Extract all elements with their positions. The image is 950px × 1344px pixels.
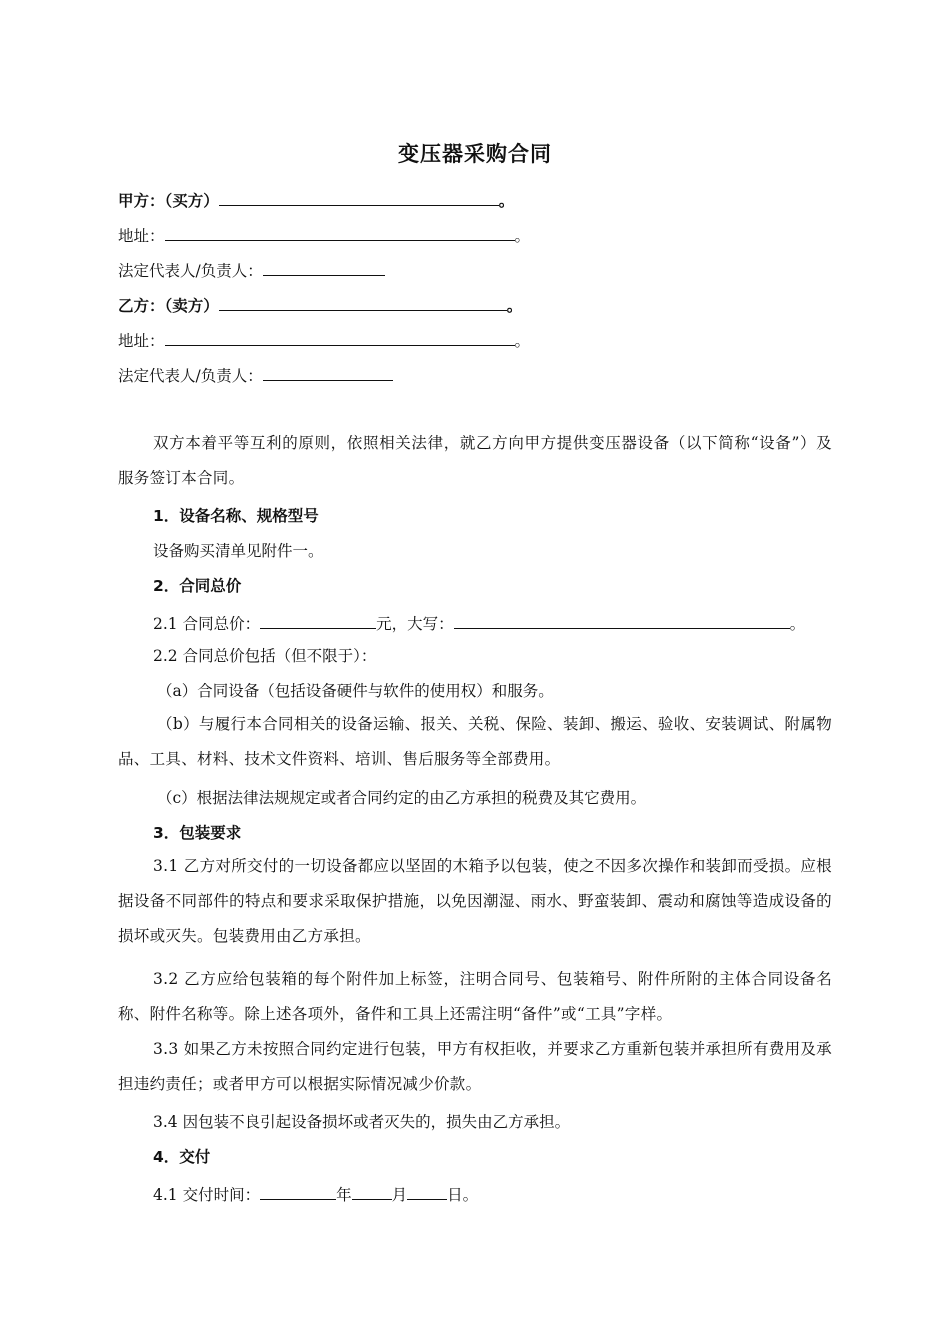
section-1-text: 设备购买清单见附件一。	[153, 542, 324, 560]
party-a-blank[interactable]	[219, 188, 499, 206]
section-3-1: 3.1 乙方对所交付的一切设备都应以坚固的木箱予以包装，使之不因多次操作和装卸而受损。应根据设备不同部件的特点和要求采取保护措施，以免因潮湿、雨水、野蛮装卸、震动和腐蚀等造成设备的损坏或灭失。包装费用由乙方承担。	[118, 857, 832, 945]
section-4-1-line	[153, 1182, 478, 1205]
address-b-blank[interactable]	[165, 328, 515, 346]
address-a-line	[118, 223, 530, 246]
section-2-2-c: （c）根据法律法规规定或者合同约定的由乙方承担的税费及其它费用。	[157, 789, 647, 807]
section-2-2: 2.2 合同总价包括（但不限于）：	[153, 647, 377, 665]
section-2-2-b: （b）与履行本合同相关的设备运输、报关、关税、保险、装卸、搬运、验收、安装调试、附属物品、工具、材料、技术文件资料、培训、售后服务等全部费用。	[118, 715, 832, 768]
address-b-line	[118, 328, 530, 351]
delivery-month-blank[interactable]	[352, 1182, 392, 1200]
party-b-label: 乙方：（卖方）	[118, 297, 219, 315]
total-price-mid: 元，大写：	[376, 615, 454, 633]
delivery-year-blank[interactable]	[260, 1182, 336, 1200]
address-b-label: 地址：	[118, 332, 165, 350]
rep-a-label: 法定代表人/负责人：	[118, 262, 263, 280]
section-2-heading: 2．合同总价	[153, 577, 242, 595]
rep-b-blank[interactable]	[263, 363, 393, 381]
section-3-3: 3.3 如果乙方未按照合同约定进行包装，甲方有权拒收，并要求乙方重新包装并承担所有费用及承担违约责任；或者甲方可以根据实际情况减少价款。	[118, 1040, 832, 1093]
party-a-line	[118, 188, 514, 211]
address-a-blank[interactable]	[165, 223, 515, 241]
party-a-end: 。	[498, 192, 515, 210]
party-b-end: 。	[506, 297, 523, 315]
total-price-blank[interactable]	[260, 611, 376, 629]
section-2-2-a: （a）合同设备（包括设备硬件与软件的使用权）和服务。	[157, 682, 554, 700]
total-price-words-blank[interactable]	[454, 611, 790, 629]
section-1-heading: 1．设备名称、规格型号	[153, 507, 319, 525]
total-price-label: 2.1 合同总价：	[153, 615, 261, 633]
month-label: 月	[391, 1186, 408, 1204]
intro-paragraph: 双方本着平等互利的原则，依照相关法律，就乙方向甲方提供变压器设备（以下简称“设备”）及服务签订本合同。	[118, 434, 832, 487]
party-b-line	[118, 293, 522, 316]
section-2-1-line	[153, 611, 805, 634]
rep-b-label: 法定代表人/负责人：	[118, 367, 263, 385]
address-a-label: 地址：	[118, 227, 165, 245]
party-b-blank[interactable]	[219, 293, 507, 311]
section-3-heading: 3．包装要求	[153, 824, 242, 842]
section-4-heading: 4．交付	[153, 1148, 211, 1166]
page-title: 变压器采购合同	[398, 142, 552, 166]
address-a-end: 。	[514, 227, 531, 245]
rep-b-line	[118, 363, 393, 386]
section-3-2: 3.2 乙方应给包装箱的每个附件加上标签，注明合同号、包装箱号、附件所附的主体合同设备名称、附件名称等。除上述各项外，备件和工具上还需注明“备件”或“工具”字样。	[118, 970, 832, 1023]
rep-a-blank[interactable]	[263, 258, 385, 276]
year-label: 年	[336, 1186, 352, 1204]
delivery-time-label: 4.1 交付时间：	[153, 1186, 261, 1204]
total-price-end: 。	[789, 615, 806, 633]
party-a-label: 甲方：（买方）	[118, 192, 219, 210]
day-label: 日。	[447, 1186, 479, 1204]
rep-a-line	[118, 258, 385, 281]
section-3-4: 3.4 因包装不良引起设备损坏或者灭失的，损失由乙方承担。	[153, 1113, 571, 1131]
address-b-end: 。	[514, 332, 531, 350]
delivery-day-blank[interactable]	[407, 1182, 447, 1200]
